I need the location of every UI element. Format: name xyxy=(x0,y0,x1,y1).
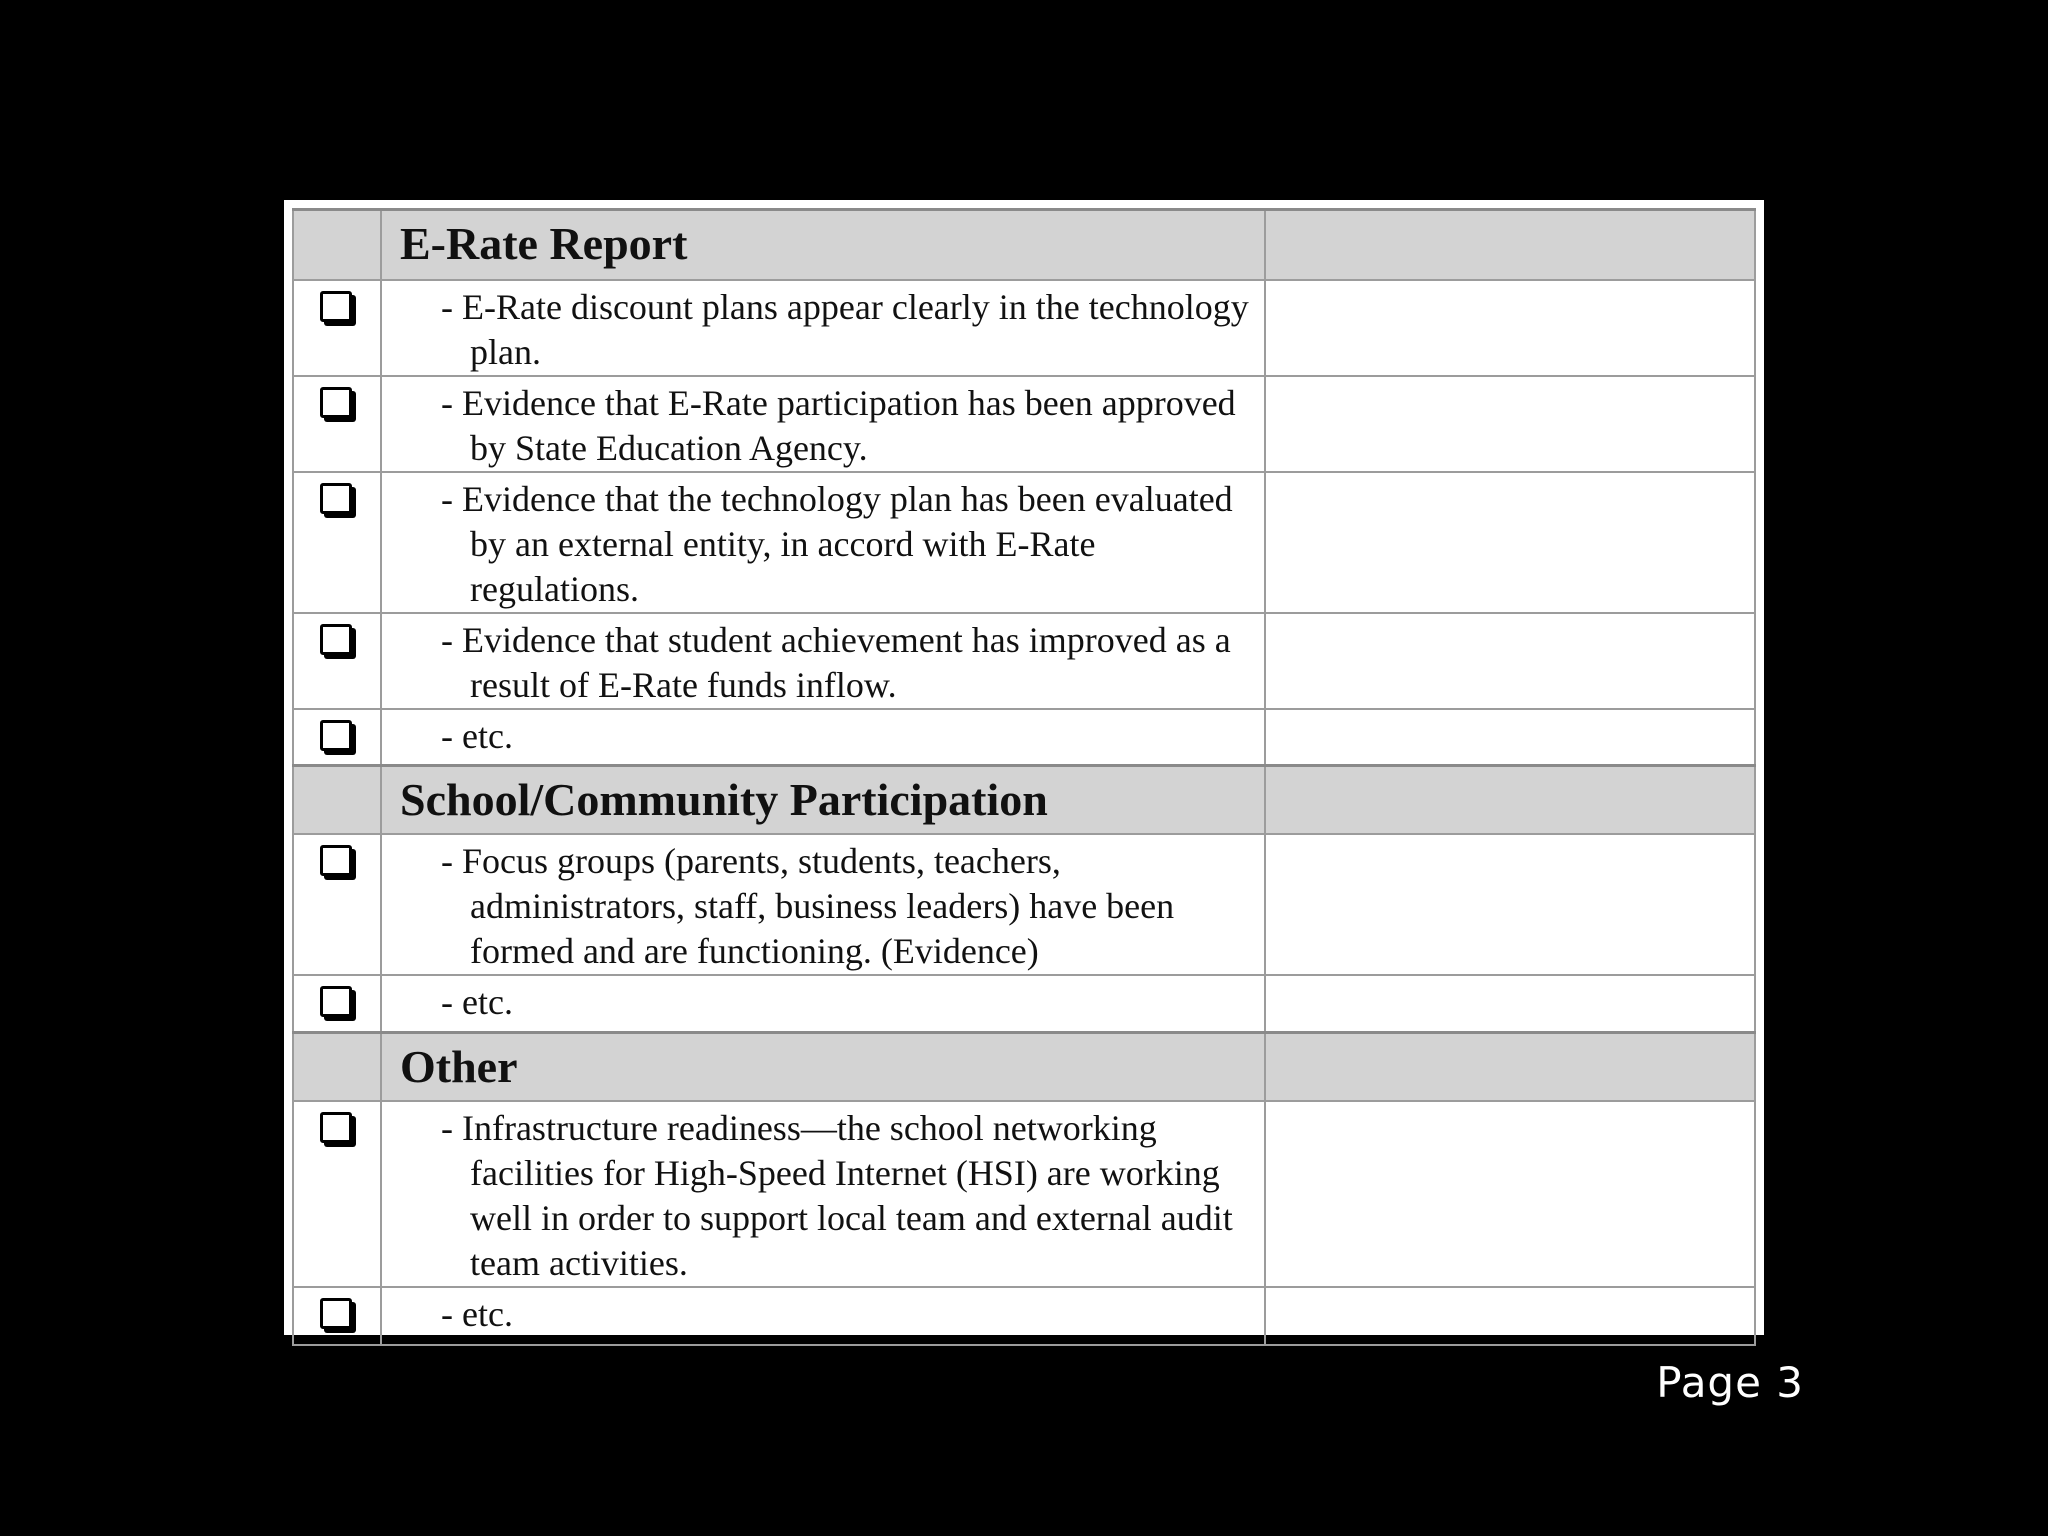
page-number-label: Page 3 xyxy=(1656,1358,1804,1407)
section-header-school-community-participation xyxy=(293,766,1755,835)
checklist-item-text: - E-Rate discount plans appear clearly in the technology plan. xyxy=(441,286,1249,372)
notes-cell xyxy=(1265,766,1755,835)
checklist-item-text: - Infrastructure readiness—the school networking facilities for High-Speed Internet (HSI) are working well in order to support local team and external audit team activities. xyxy=(441,1107,1233,1283)
notes-cell xyxy=(1265,975,1755,1032)
checklist-item-text: - Evidence that E-Rate participation has been approved by State Education Agency. xyxy=(441,382,1236,468)
notes-cell xyxy=(1265,613,1755,709)
notes-cell xyxy=(1265,210,1755,280)
checkbox[interactable] xyxy=(320,483,352,514)
notes-cell xyxy=(1265,1032,1755,1101)
checklist-item-text: - etc. xyxy=(441,1293,513,1334)
notes-cell xyxy=(1265,1287,1755,1345)
checklist-row xyxy=(293,472,1755,613)
checklist-item-text: - Evidence that student achievement has improved as a result of E-Rate funds inflow. xyxy=(441,619,1231,705)
section-header-blank-cell xyxy=(293,1032,381,1101)
checklist-item-text: - Evidence that the technology plan has been evaluated by an external entity, in accord with E-Rate regulations. xyxy=(441,478,1233,609)
section-header-blank-cell xyxy=(293,766,381,835)
checkbox[interactable] xyxy=(320,845,352,876)
section-title: School/Community Participation xyxy=(400,774,1048,825)
checklist-row xyxy=(293,975,1755,1032)
checklist-document xyxy=(284,200,1764,1335)
checklist-item-text: - Focus groups (parents, students, teachers, administrators, staff, business leaders) have been formed and are functioning. (Evidence) xyxy=(441,841,1175,971)
checklist-item-text: - etc. xyxy=(441,715,513,756)
notes-cell xyxy=(1265,472,1755,613)
notes-cell xyxy=(1265,1101,1755,1287)
checkbox[interactable] xyxy=(320,1112,352,1143)
checkbox[interactable] xyxy=(320,986,352,1017)
checkbox[interactable] xyxy=(320,387,352,418)
section-header-other xyxy=(293,1032,1755,1101)
checkbox[interactable] xyxy=(320,291,352,322)
checkbox[interactable] xyxy=(320,624,352,655)
checklist-item-text: - etc. xyxy=(441,982,513,1022)
section-title: Other xyxy=(400,1040,518,1092)
notes-cell xyxy=(1265,280,1755,376)
checklist-row xyxy=(293,613,1755,709)
checklist-row xyxy=(293,1287,1755,1345)
checklist-row xyxy=(293,1101,1755,1287)
notes-cell xyxy=(1265,834,1755,975)
section-header-blank-cell xyxy=(293,210,381,280)
notes-cell xyxy=(1265,376,1755,472)
notes-cell xyxy=(1265,709,1755,766)
checklist-row xyxy=(293,834,1755,975)
checkbox[interactable] xyxy=(320,1298,352,1329)
checklist-table xyxy=(292,208,1756,1346)
checkbox[interactable] xyxy=(320,720,352,751)
section-header-e-rate-report xyxy=(293,210,1755,280)
section-title: E-Rate Report xyxy=(400,218,688,269)
checklist-row xyxy=(293,280,1755,376)
checklist-row xyxy=(293,709,1755,766)
checklist-row xyxy=(293,376,1755,472)
